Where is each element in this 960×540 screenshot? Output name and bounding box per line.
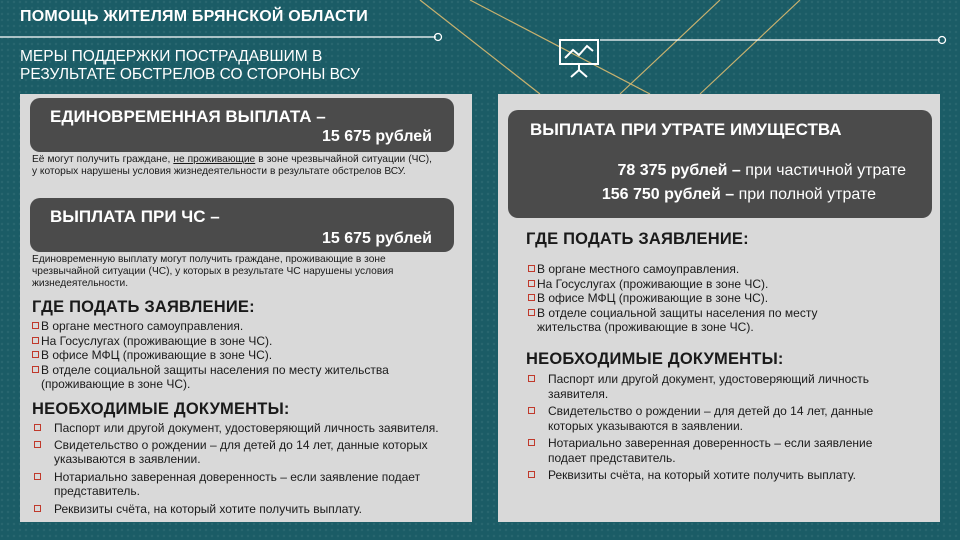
property-loss-title: ВЫПЛАТА ПРИ УТРАТЕ ИМУЩЕСТВА	[530, 120, 842, 139]
left-docs-title: НЕОБХОДИМЫЕ ДОКУМЕНТЫ:	[32, 400, 290, 418]
checkbox-bullet-icon	[528, 439, 535, 446]
list-item: В органе местного самоуправления.	[32, 319, 432, 334]
emergency-payment-amount: 15 675 рублей	[321, 230, 432, 247]
list-item: В отделе социальной защиты населения по месту жительства (проживающие в зоне ЧС).	[528, 306, 828, 335]
left-where-title: ГДЕ ПОДАТЬ ЗАЯВЛЕНИЕ:	[32, 298, 255, 316]
right-docs-title: НЕОБХОДИМЫЕ ДОКУМЕНТЫ:	[526, 350, 784, 368]
list-item: В отделе социальной защиты населения по месту жительства (проживающие в зоне ЧС).	[32, 363, 432, 392]
checkbox-bullet-icon	[528, 294, 535, 301]
underlined-text: не проживающие	[173, 154, 256, 165]
list-item: Свидетельство о рождении – для детей до 14 лет, данные которых указываются в заявлении.	[32, 438, 472, 467]
checkbox-bullet-icon	[34, 441, 41, 448]
checkbox-bullet-icon	[528, 471, 535, 478]
list-item: В органе местного самоуправления.	[528, 262, 828, 277]
list-item: Свидетельство о рождении – для детей до 14 лет, данные которых указываются в заявлении.	[526, 404, 906, 433]
right-docs-list	[526, 372, 906, 483]
one-time-payment-amount: 15 675 рублей	[321, 128, 432, 145]
checkbox-bullet-icon	[32, 351, 39, 358]
list-item: Нотариально заверенная доверенность – если заявление подает представитель.	[32, 470, 472, 499]
right-where-title: ГДЕ ПОДАТЬ ЗАЯВЛЕНИЕ:	[526, 230, 749, 248]
list-item: Нотариально заверенная доверенность – если заявление подает представитель.	[526, 436, 906, 465]
checkbox-bullet-icon	[32, 322, 39, 329]
page-subtitle: МЕРЫ ПОДДЕРЖКИ ПОСТРАДАВШИМ В РЕЗУЛЬТАТЕ ОБСТРЕЛОВ СО СТОРОНЫ ВСУ	[20, 48, 360, 83]
checkbox-bullet-icon	[528, 407, 535, 414]
list-item: Реквизиты счёта, на который хотите получить выплату.	[32, 502, 472, 517]
property-loss-payment-box	[508, 110, 932, 218]
checkbox-bullet-icon	[32, 366, 39, 373]
presentation-chart-icon	[556, 36, 602, 78]
checkbox-bullet-icon	[528, 265, 535, 272]
right-panel	[498, 94, 940, 522]
checkbox-bullet-icon	[528, 280, 535, 287]
checkbox-bullet-icon	[528, 309, 535, 316]
left-panel	[20, 94, 472, 522]
checkbox-bullet-icon	[34, 424, 41, 431]
list-item: На Госуслугах (проживающие в зоне ЧС).	[32, 334, 432, 349]
one-time-payment-description: Её могут получить граждане, не проживающие в зоне чрезвычайной ситуации (ЧС), у которых нарушены условия жизнедеятельности в результате обстрелов ВСУ.	[32, 154, 432, 177]
property-partial-loss: 78 375 рублей – при частичной утрате	[617, 162, 906, 179]
list-item: В офисе МФЦ (проживающие в зоне ЧС).	[32, 348, 432, 363]
one-time-payment-box	[30, 98, 454, 152]
list-item: Паспорт или другой документ, удостоверяющий личность заявителя.	[32, 421, 472, 436]
checkbox-bullet-icon	[32, 337, 39, 344]
list-item: Паспорт или другой документ, удостоверяющий личность заявителя.	[526, 372, 906, 401]
left-where-list	[32, 319, 432, 392]
emergency-payment-box	[30, 198, 454, 252]
checkbox-bullet-icon	[528, 375, 535, 382]
checkbox-bullet-icon	[34, 505, 41, 512]
emergency-payment-title: ВЫПЛАТА ПРИ ЧС –	[50, 207, 220, 226]
list-item: На Госуслугах (проживающие в зоне ЧС).	[528, 277, 828, 292]
one-time-payment-title: ЕДИНОВРЕМЕННАЯ ВЫПЛАТА –	[50, 107, 326, 126]
list-item: Реквизиты счёта, на который хотите получить выплату.	[526, 468, 906, 483]
checkbox-bullet-icon	[34, 473, 41, 480]
page-title: ПОМОЩЬ ЖИТЕЛЯМ БРЯНСКОЙ ОБЛАСТИ	[20, 8, 368, 25]
list-item: В офисе МФЦ (проживающие в зоне ЧС).	[528, 291, 828, 306]
emergency-payment-description: Единовременную выплату могут получить граждане, проживающие в зоне чрезвычайной ситуации (ЧС), у которых в результате ЧС нарушены условия жизнедеятельности.	[32, 254, 394, 289]
left-docs-list	[32, 421, 472, 516]
property-full-loss: 156 750 рублей – при полной утрате	[601, 186, 876, 203]
right-where-list	[528, 262, 828, 335]
